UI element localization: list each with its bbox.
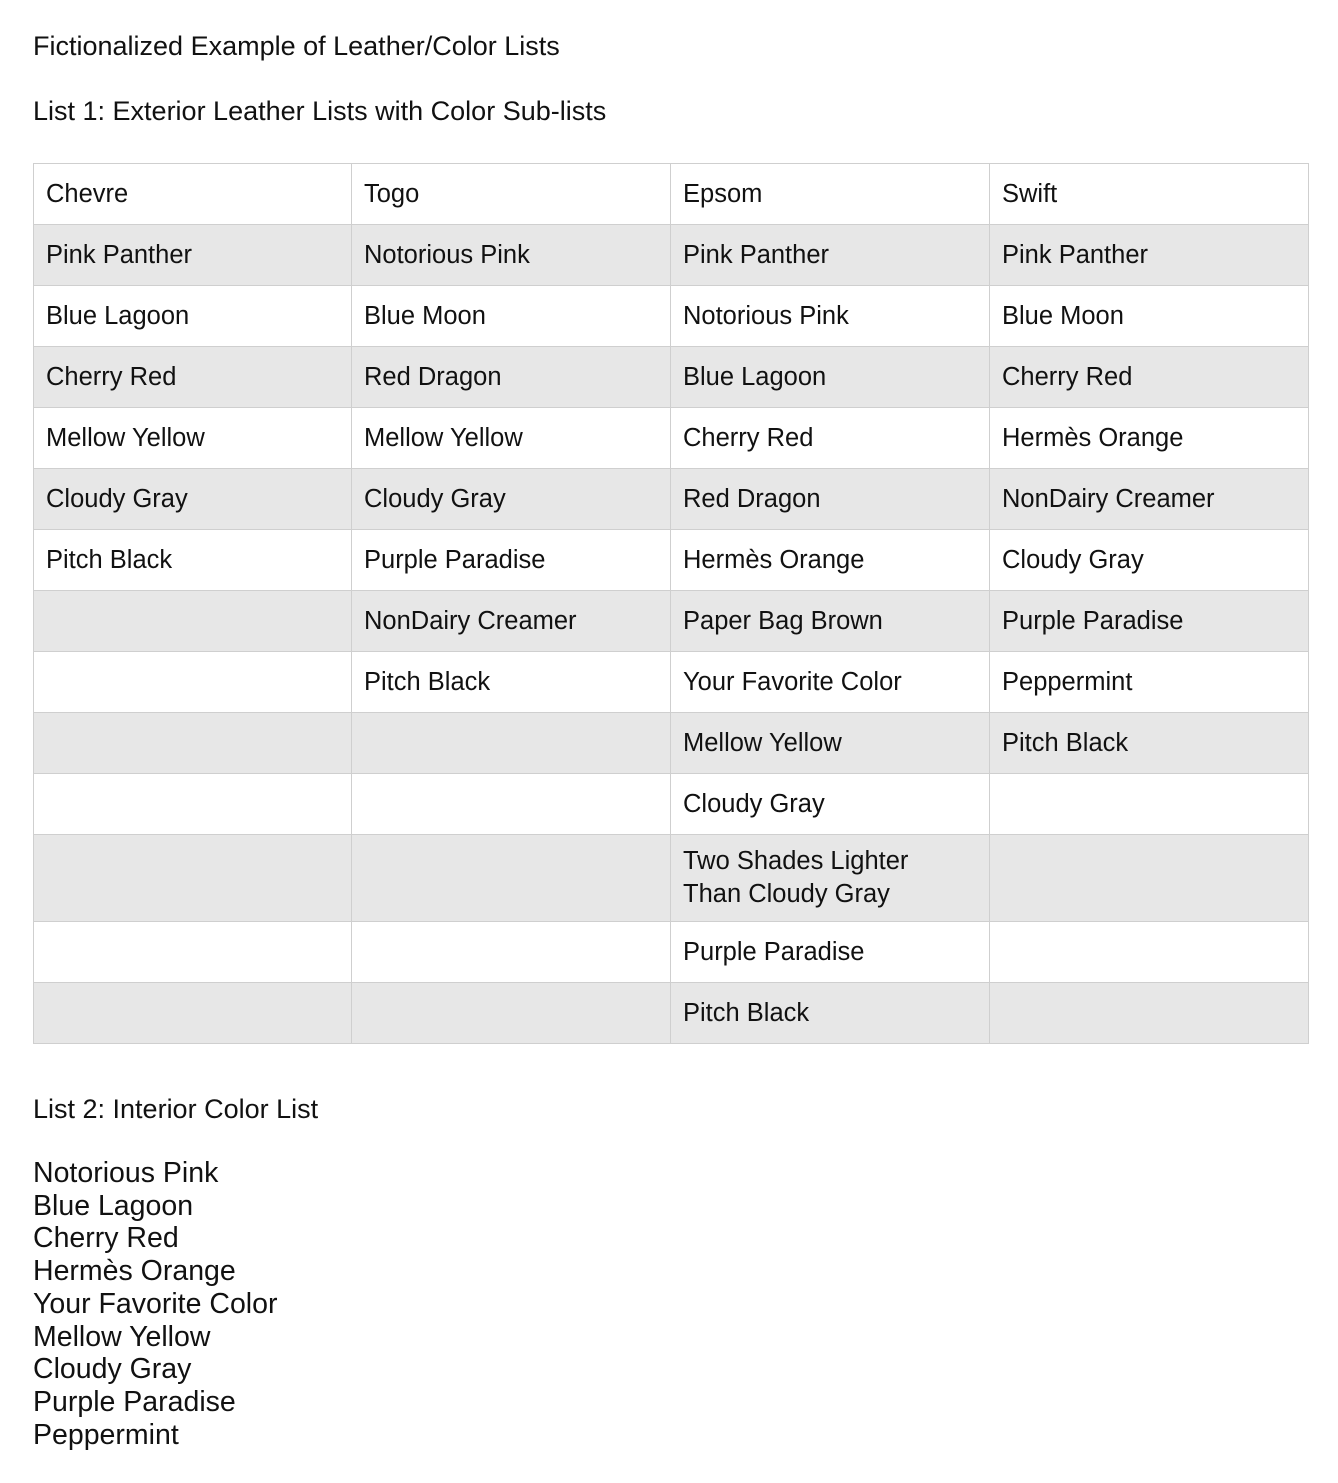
- list-item: Your Favorite Color: [33, 1287, 278, 1320]
- table-cell: Pitch Black: [34, 530, 352, 591]
- table-row: [34, 922, 1309, 983]
- table-row: [34, 408, 1309, 469]
- table-cell: Notorious Pink: [352, 225, 671, 286]
- table-cell: Blue Moon: [352, 286, 671, 347]
- table-cell: [352, 983, 671, 1044]
- table-row: [34, 835, 1309, 922]
- table-cell: Peppermint: [990, 652, 1309, 713]
- table-cell: Notorious Pink: [671, 286, 990, 347]
- list-item: Mellow Yellow: [33, 1320, 211, 1353]
- table-cell: [352, 922, 671, 983]
- header-cell-epsom: Epsom: [671, 164, 990, 225]
- table-cell: [34, 983, 352, 1044]
- table-cell: [352, 774, 671, 835]
- table-row: [34, 286, 1309, 347]
- list-item: Blue Lagoon: [33, 1189, 194, 1222]
- table-row: [34, 774, 1309, 835]
- table-cell: Pink Panther: [990, 225, 1309, 286]
- table-cell: [34, 652, 352, 713]
- table-cell: [352, 835, 671, 922]
- table-cell: [34, 591, 352, 652]
- table-cell: Cloudy Gray: [990, 530, 1309, 591]
- table-cell: Cloudy Gray: [352, 469, 671, 530]
- table-cell: Red Dragon: [671, 469, 990, 530]
- list-item: Peppermint: [33, 1418, 179, 1451]
- table-cell: Mellow Yellow: [671, 713, 990, 774]
- table-row: [34, 652, 1309, 713]
- table-row: [34, 713, 1309, 774]
- table-row: [34, 225, 1309, 286]
- table-cell: Blue Moon: [990, 286, 1309, 347]
- table-row: [34, 347, 1309, 408]
- interior-color-list: [33, 1157, 277, 1451]
- table-cell: Pitch Black: [671, 983, 990, 1044]
- list-item: Notorious Pink: [33, 1157, 219, 1189]
- table-cell: Cherry Red: [34, 347, 352, 408]
- table-cell: Pitch Black: [990, 713, 1309, 774]
- table-cell: Cherry Red: [671, 408, 990, 469]
- table-cell: Cloudy Gray: [671, 774, 990, 835]
- table-cell: [34, 922, 352, 983]
- table-cell: [990, 922, 1309, 983]
- table-row: [34, 591, 1309, 652]
- table-cell: [352, 713, 671, 774]
- table-cell: NonDairy Creamer: [990, 469, 1309, 530]
- table-cell: Hermès Orange: [990, 408, 1309, 469]
- table-cell: Your Favorite Color: [671, 652, 990, 713]
- table-cell: [34, 835, 352, 922]
- list-item: Hermès Orange: [33, 1255, 236, 1288]
- table-cell: Paper Bag Brown: [671, 591, 990, 652]
- table-cell: Mellow Yellow: [352, 408, 671, 469]
- table-cell: Cloudy Gray: [34, 469, 352, 530]
- table-cell: Pink Panther: [34, 225, 352, 286]
- table-cell: Cherry Red: [990, 347, 1309, 408]
- header-cell-togo: Togo: [352, 164, 671, 225]
- table-cell: [990, 774, 1309, 835]
- table-cell: [34, 774, 352, 835]
- table-header-row: [34, 164, 1309, 225]
- table-cell: [34, 713, 352, 774]
- list-item: Cherry Red: [33, 1222, 179, 1255]
- table-cell: Pink Panther: [671, 225, 990, 286]
- table-row: [34, 530, 1309, 591]
- table-cell: Hermès Orange: [671, 530, 990, 591]
- table-row: [34, 983, 1309, 1044]
- list-1-heading: List 1: Exterior Leather Lists with Color Sub-lists: [33, 96, 607, 126]
- table-row: [34, 469, 1309, 530]
- table-cell: NonDairy Creamer: [352, 591, 671, 652]
- table-cell: Red Dragon: [352, 347, 671, 408]
- table-cell: Pitch Black: [352, 652, 671, 713]
- header-cell-swift: Swift: [990, 164, 1309, 225]
- document-title: Fictionalized Example of Leather/Color Lists: [33, 31, 560, 61]
- list-item: Cloudy Gray: [33, 1353, 192, 1386]
- list-item: Purple Paradise: [33, 1385, 236, 1418]
- table-cell: Blue Lagoon: [34, 286, 352, 347]
- list-2-heading: List 2: Interior Color List: [33, 1094, 319, 1124]
- table-cell: [990, 835, 1309, 922]
- table-cell: Blue Lagoon: [671, 347, 990, 408]
- table-cell: Purple Paradise: [671, 922, 990, 983]
- table-cell: [990, 983, 1309, 1044]
- table-cell: Mellow Yellow: [34, 408, 352, 469]
- header-cell-chevre: Chevre: [34, 164, 352, 225]
- table-cell: Purple Paradise: [352, 530, 671, 591]
- exterior-leather-table: [33, 163, 1309, 1044]
- table-cell: Purple Paradise: [990, 591, 1309, 652]
- table-cell: Two Shades Lighter Than Cloudy Gray: [671, 835, 990, 922]
